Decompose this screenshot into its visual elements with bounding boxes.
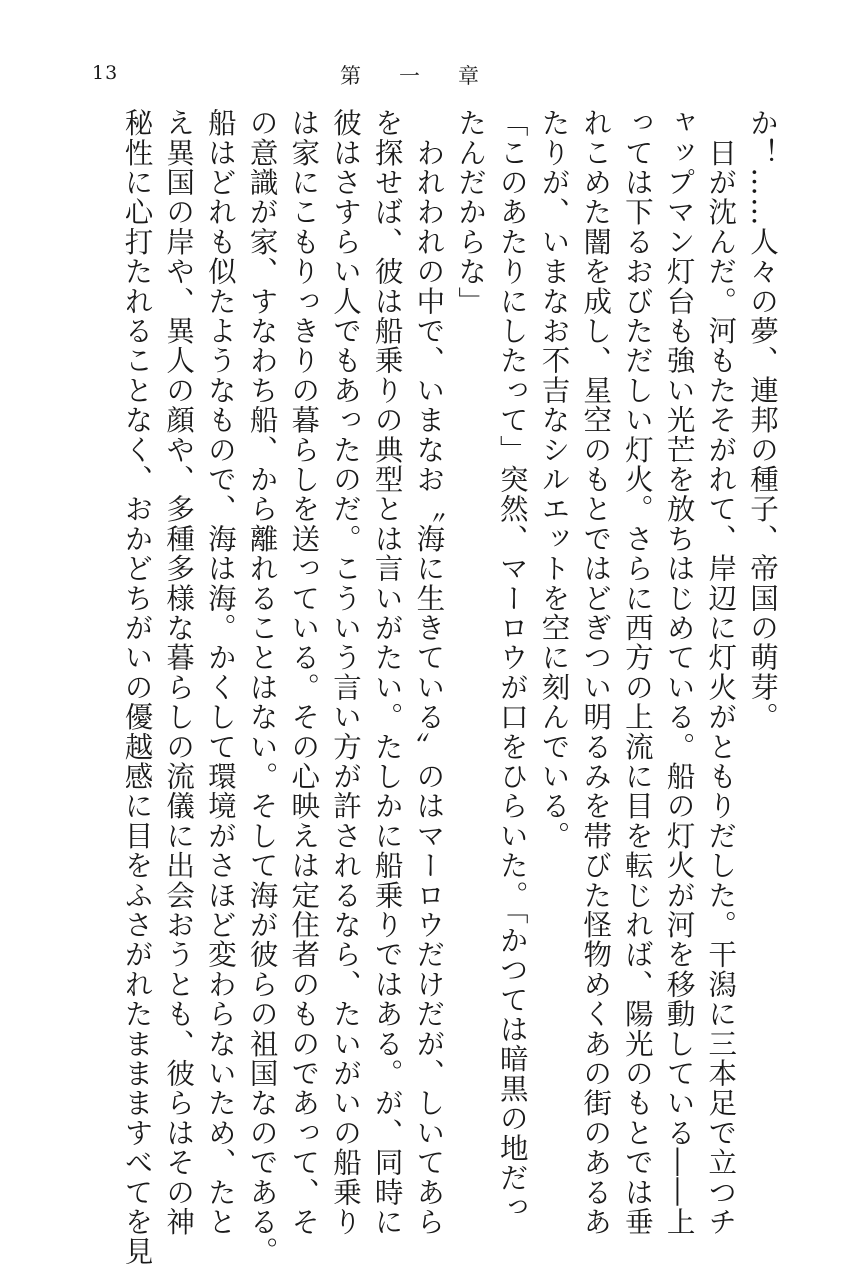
text-column: 「このあたりにしたって」突然、マーロウが口をひらいた。「かつては暗黒の地だっ: [495, 108, 529, 1223]
text-column: の意識が家、すなわち船、から離れることはない。そして海が彼らの祖国なのである。: [245, 108, 279, 1266]
chapter-title: 第一章: [340, 64, 517, 88]
text-column: れこめた闇を成し、星空のもとではどぎつい明るみを帯びた怪物めくあの街のあるあ: [579, 108, 613, 1237]
text-column: 船はどれも似たようなもので、海は海。かくして環境がさほど変わらないため、たと: [203, 108, 237, 1237]
text-column: 秘性に心打たれることなく、おかどちがいの優越感に目をふさがれたままますべてを見: [120, 108, 154, 1266]
text-column: たりが、いまなお不吉なシルエットを空に刻んでいる。: [537, 108, 571, 851]
text-column: 日が沈んだ。河もたそがれて、岸辺に灯火がともりだした。干潟に三本足で立つチ: [704, 108, 738, 1237]
text-column: 彼はさすらい人でもあったのだ。こういう言い方が許されるなら、たいがいの船乗り: [328, 108, 362, 1237]
vertical-body-text: [116, 108, 783, 1266]
text-column: われわれの中で、いまなお〝海に生きている〟のはマーロウだけだが、しいてあら: [412, 108, 446, 1237]
text-column: っては下るおびただしい灯火。さらに西方の上流に目を転じれば、陽光のもとでは垂: [620, 108, 654, 1237]
text-column: ャップマン灯台も強い光芒を放ちはじめている。船の灯火が河を移動している――上: [662, 108, 696, 1237]
text-column: は家にこもりっきりの暮らしを送っている。その心映えは定住者のものであって、そ: [287, 108, 321, 1237]
text-column: か！……人々の夢、連邦の種子、帝国の萌芽。: [746, 108, 779, 732]
text-column: たんだからな」: [454, 108, 488, 316]
text-column: を探せば、彼は船乗りの典型とは言いがたい。たしかに船乗りではある。が、同時に: [370, 108, 404, 1237]
text-column: え異国の岸や、異人の顔や、多種多様な暮らしの流儀に出会おうとも、彼らはその神: [162, 108, 196, 1237]
page-number: 13: [92, 62, 119, 84]
